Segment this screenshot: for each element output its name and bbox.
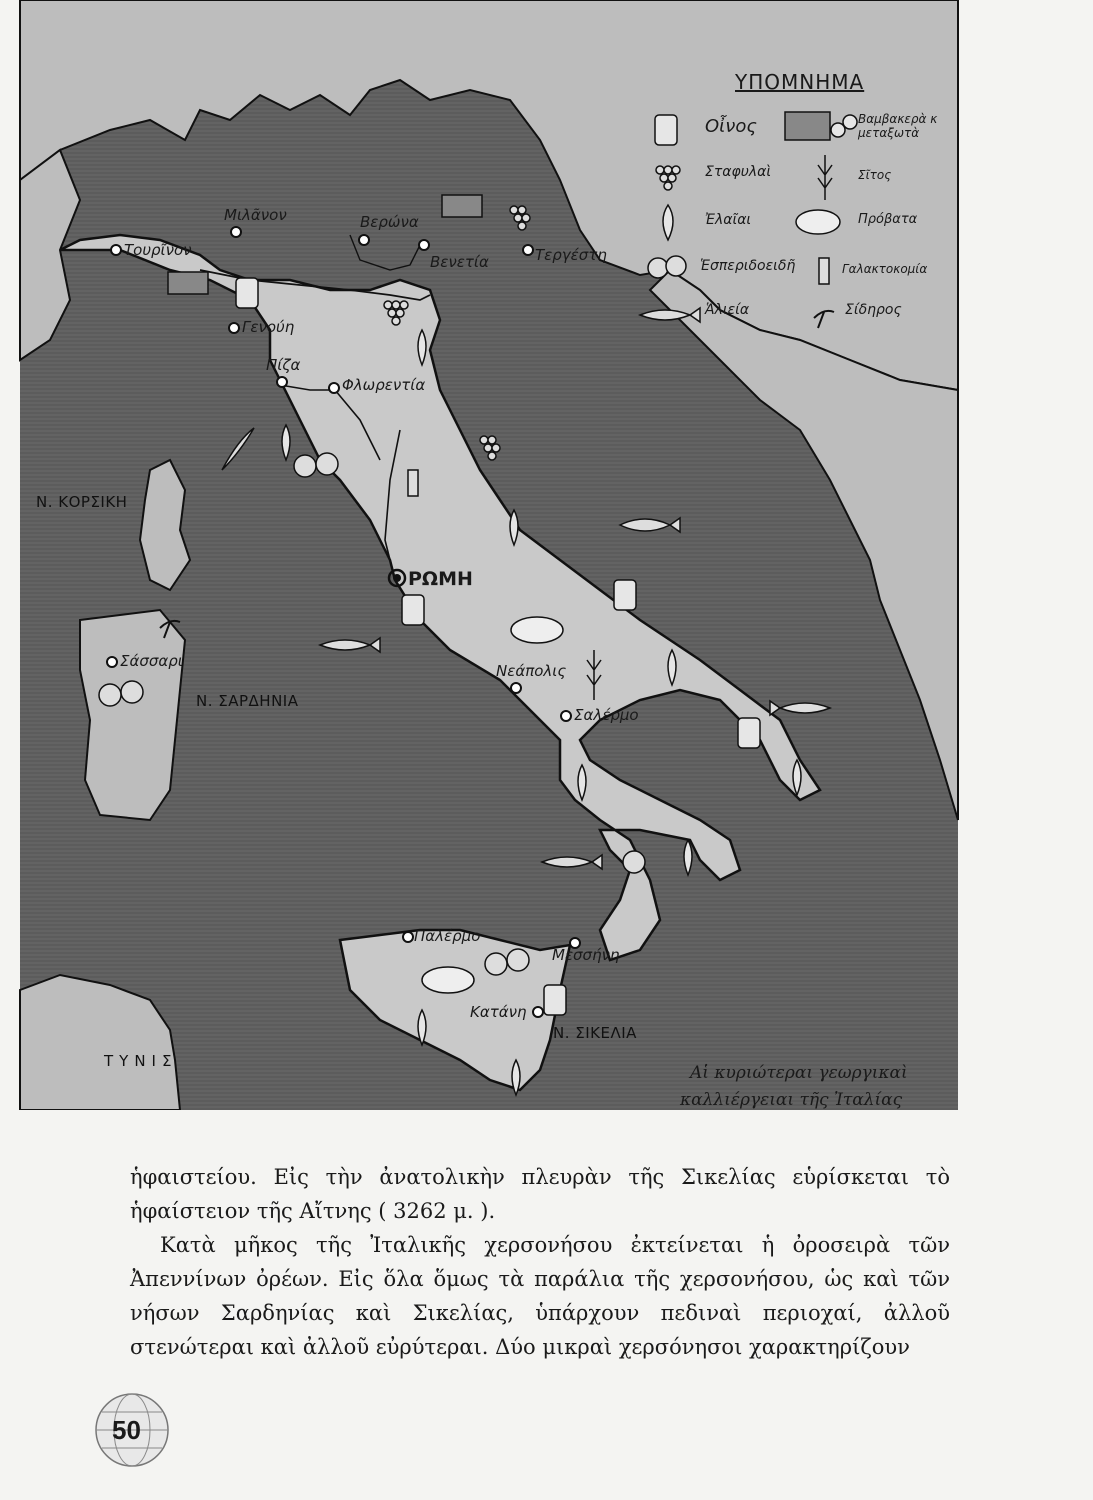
citrus-icon <box>99 684 121 706</box>
region-label-sardinia: Ν. ΣΑΡΔΗΝΙΑ <box>196 692 299 710</box>
region-label-sicily: Ν. ΣΙΚΕΛΙΑ <box>553 1024 637 1042</box>
legend-label-textiles: Βαμβακερὰ κ μεταξωτὰ <box>858 112 938 140</box>
legend-label-grapes: Σταφυλαὶ <box>705 164 772 180</box>
city-label-venice: Βενετία <box>430 253 489 271</box>
legend-label-dairy: Γαλακτοκομία <box>842 262 928 276</box>
legend-label-wine: Οἶνος <box>705 116 757 137</box>
city-label-turin: Τουρῖνον <box>124 241 192 259</box>
legend-title: ΥΠΟΜΝΗΜΑ <box>735 70 865 94</box>
verona-dot <box>359 235 369 245</box>
legend-label-sheep: Πρόβατα <box>858 212 918 227</box>
naples-dot <box>511 683 521 693</box>
legend-label-olives: Ἐλαῖαι <box>705 212 752 228</box>
city-label-trieste: Τεργέστη <box>535 246 607 264</box>
city-label-naples: Νεάπολις <box>496 662 567 680</box>
city-label-genoa: Γενούη <box>242 318 295 336</box>
legend-label-wheat: Σῖτος <box>858 168 892 182</box>
body-text <box>130 1160 950 1364</box>
page-number: 50 <box>112 1415 141 1445</box>
milk-churn-icon <box>819 258 829 284</box>
city-label-rome: ΡΩΜΗ <box>408 568 473 590</box>
citrus-icon <box>648 258 668 278</box>
map-caption-line2: καλλιέργειαι τῆς Ἰταλίας <box>680 1090 903 1110</box>
citrus-icon <box>294 455 316 477</box>
venice-dot <box>419 240 429 250</box>
region-label-tunis: ΤΥΝΙΣ <box>104 1052 178 1070</box>
wine-jug-icon <box>402 595 424 625</box>
region-label-corsica: Ν. ΚΟΡΣΙΚΗ <box>36 493 128 511</box>
sheep-icon <box>422 967 474 993</box>
rome-dot <box>393 574 401 582</box>
city-label-catania: Κατάνη <box>470 1003 527 1021</box>
map-caption-line1: Αἱ κυριώτεραι γεωργικαὶ <box>690 1063 908 1083</box>
florence-dot <box>329 383 339 393</box>
paragraph-2: Κατὰ μῆκος τῆς Ἰταλικῆς χερσονήσου ἐκτείνεται ἡ ὀροσειρὰ τῶν Ἀπεννίνων ὀρέων. Εἰς ὅλα ὅμως τὰ παράλια τῆς χερσονήσου, ὡς καὶ τῶν νήσων Σαρδηνίας καὶ Σικελίας, ὑπάρχουν πεδιναὶ περιοχαί, ἀλλοῦ στενώτεραι καὶ ἀλλοῦ εὐρύτεραι. Δύο μικραὶ χερσόνησοι χαρακτηρίζουν <box>130 1233 950 1359</box>
sheep-icon <box>511 617 563 643</box>
city-label-florence: Φλωρεντία <box>342 376 426 394</box>
milan-dot <box>231 227 241 237</box>
legend-label-iron: Σίδηρος <box>845 302 902 318</box>
legend-label-citrus: Ἑσπεριδοειδῆ <box>700 258 796 274</box>
textile-rolls-icon <box>168 272 208 294</box>
textile-rolls-icon <box>442 195 482 217</box>
salerno-dot <box>561 711 571 721</box>
sardinia-island <box>80 610 185 820</box>
city-label-messina: Μεσσήνη <box>552 946 620 964</box>
milk-churn-icon <box>408 470 418 496</box>
city-label-salerno: Σαλέρμο <box>574 706 639 724</box>
sassari-dot <box>107 657 117 667</box>
palermo-dot <box>403 932 413 942</box>
city-label-pisa: Πίζα <box>266 356 301 374</box>
city-label-sassari: Σάσσαρι <box>120 652 183 670</box>
citrus-icon <box>485 953 507 975</box>
catania-dot <box>533 1007 543 1017</box>
wine-jug-icon <box>544 985 566 1015</box>
pisa-dot <box>277 377 287 387</box>
citrus-icon <box>623 851 645 873</box>
legend-label-fishing: Ἁλιεία <box>705 302 750 318</box>
paragraph-1: ἡφαιστείου. Εἰς τὴν ἀνατολικὴν πλευρὰν τῆς Σικελίας εὑρίσκεται τὸ ἡφαίστειον τῆς Αἴτνης ( 3262 μ. ). <box>130 1165 950 1223</box>
wine-jug-icon <box>236 278 258 308</box>
genoa-dot <box>229 323 239 333</box>
wine-jug-icon <box>655 115 677 145</box>
trieste-dot <box>523 245 533 255</box>
sheep-icon <box>796 210 840 234</box>
wine-jug-icon <box>738 718 760 748</box>
city-label-milan: Μιλᾶνον <box>224 206 287 224</box>
turin-dot <box>111 245 121 255</box>
textile-rolls-icon <box>785 112 830 140</box>
city-label-palermo: Παλέρμο <box>414 927 481 945</box>
city-label-verona: Βερώνα <box>360 213 419 231</box>
wine-jug-icon <box>614 580 636 610</box>
